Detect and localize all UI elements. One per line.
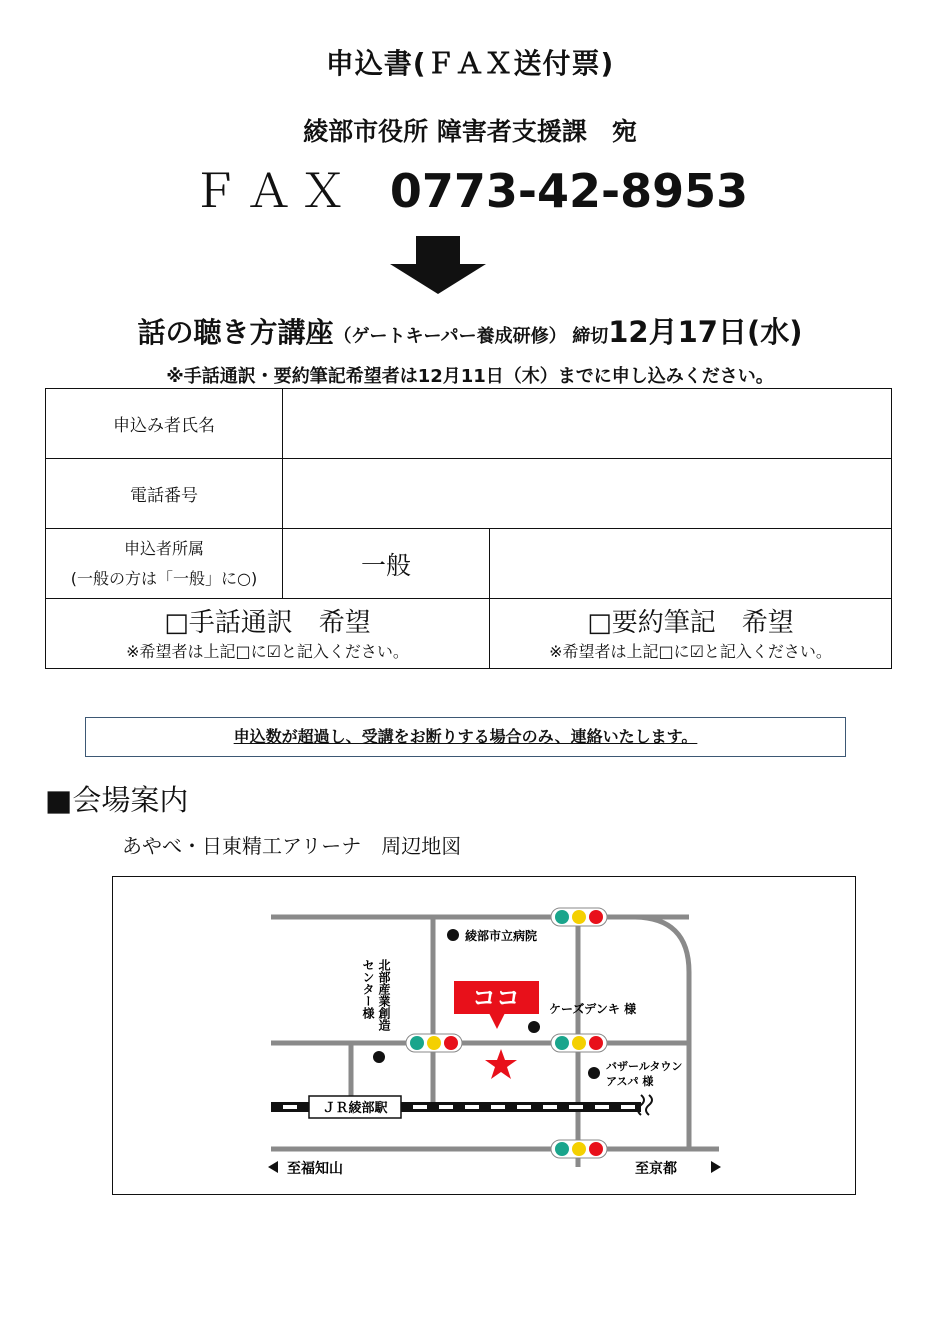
traffic-light-mid-left [406, 1034, 462, 1052]
traffic-light-mid-right [551, 1034, 607, 1052]
fax-label: ＦＡＸ [191, 164, 354, 218]
bazar-label-2: アスパ 様 [606, 1075, 654, 1088]
fax-number: 0773-42-8953 [389, 164, 749, 218]
summary-writing-cell[interactable] [490, 599, 892, 669]
course-subtitle: （ゲートキーパー養成研修） [333, 326, 567, 347]
contact-notice: 申込数が超過し、受講をお断りする場合のみ、連絡いたします。 [233, 727, 698, 746]
phone-label: 電話番号 [46, 459, 283, 529]
phone-field[interactable] [283, 459, 892, 529]
to-fukuchiyama-label: 至福知山 [287, 1161, 343, 1177]
center-label-1: 北部産業創造 [377, 959, 391, 1031]
traffic-light-top [551, 908, 607, 926]
down-arrow-icon [388, 236, 488, 296]
here-label: ココ [472, 984, 520, 1012]
arrow-left-icon [268, 1161, 278, 1173]
to-kyoto-label: 至京都 [635, 1161, 677, 1177]
sign-language-checkbox[interactable]: □手話通訳 希望 [164, 607, 371, 638]
venue-star-icon [485, 1049, 517, 1079]
station-label: ＪＲ綾部駅 [322, 1101, 388, 1116]
ksdenki-dot [528, 1021, 540, 1033]
roads [271, 917, 719, 1167]
affiliation-label-cell [46, 529, 283, 599]
recipient: 綾部市役所 障害者支援課 宛 [303, 117, 637, 146]
arrow-right-icon [711, 1161, 721, 1173]
center-label-2: センター様 [361, 959, 375, 1019]
hospital-dot [447, 929, 459, 941]
summary-writing-checkbox[interactable]: □要約筆記 希望 [587, 607, 794, 638]
affiliation-label: 申込者所属 [123, 538, 204, 558]
fax-line [0, 163, 940, 219]
venue-heading: ■会場案内 [45, 783, 189, 817]
center-dot [373, 1051, 385, 1063]
bazar-dot [588, 1067, 600, 1079]
affiliation-field[interactable] [490, 529, 892, 599]
sign-language-cell[interactable] [46, 599, 490, 669]
course-title: 話の聴き方講座 [137, 316, 334, 349]
station-box [309, 1096, 401, 1118]
contact-notice-box [85, 717, 846, 757]
map-caption: あやべ・日東精工アリーナ 周辺地図 [122, 834, 462, 858]
here-marker [454, 981, 539, 1079]
bazar-label-1: バザールタウン [606, 1060, 683, 1073]
deadline-date: 12月17日(水) [608, 315, 803, 349]
ksdenki-label: ケーズデンキ 様 [549, 1002, 637, 1016]
sign-language-note: ※希望者は上記□に☑と記入ください。 [126, 641, 409, 661]
form-title: 申込書(ＦＡＸ送付票) [325, 47, 615, 80]
venue-map [112, 876, 856, 1195]
map-drawing [113, 877, 855, 1194]
interpreter-notice: ※手話通訳・要約筆記希望者は12月11日（木）までに申し込みください。 [166, 366, 774, 387]
name-label: 申込み者氏名 [46, 389, 283, 459]
summary-writing-note: ※希望者は上記□に☑と記入ください。 [549, 641, 832, 661]
application-form [45, 388, 892, 669]
affiliation-hint: (一般の方は「一般」に○) [70, 568, 258, 588]
deadline-label: 締切 [572, 326, 609, 347]
name-field[interactable] [283, 389, 892, 459]
course-line [0, 310, 940, 351]
affiliation-general-option[interactable]: 一般 [283, 529, 490, 599]
traffic-light-bottom [551, 1140, 607, 1158]
hospital-label: 綾部市立病院 [465, 929, 538, 943]
